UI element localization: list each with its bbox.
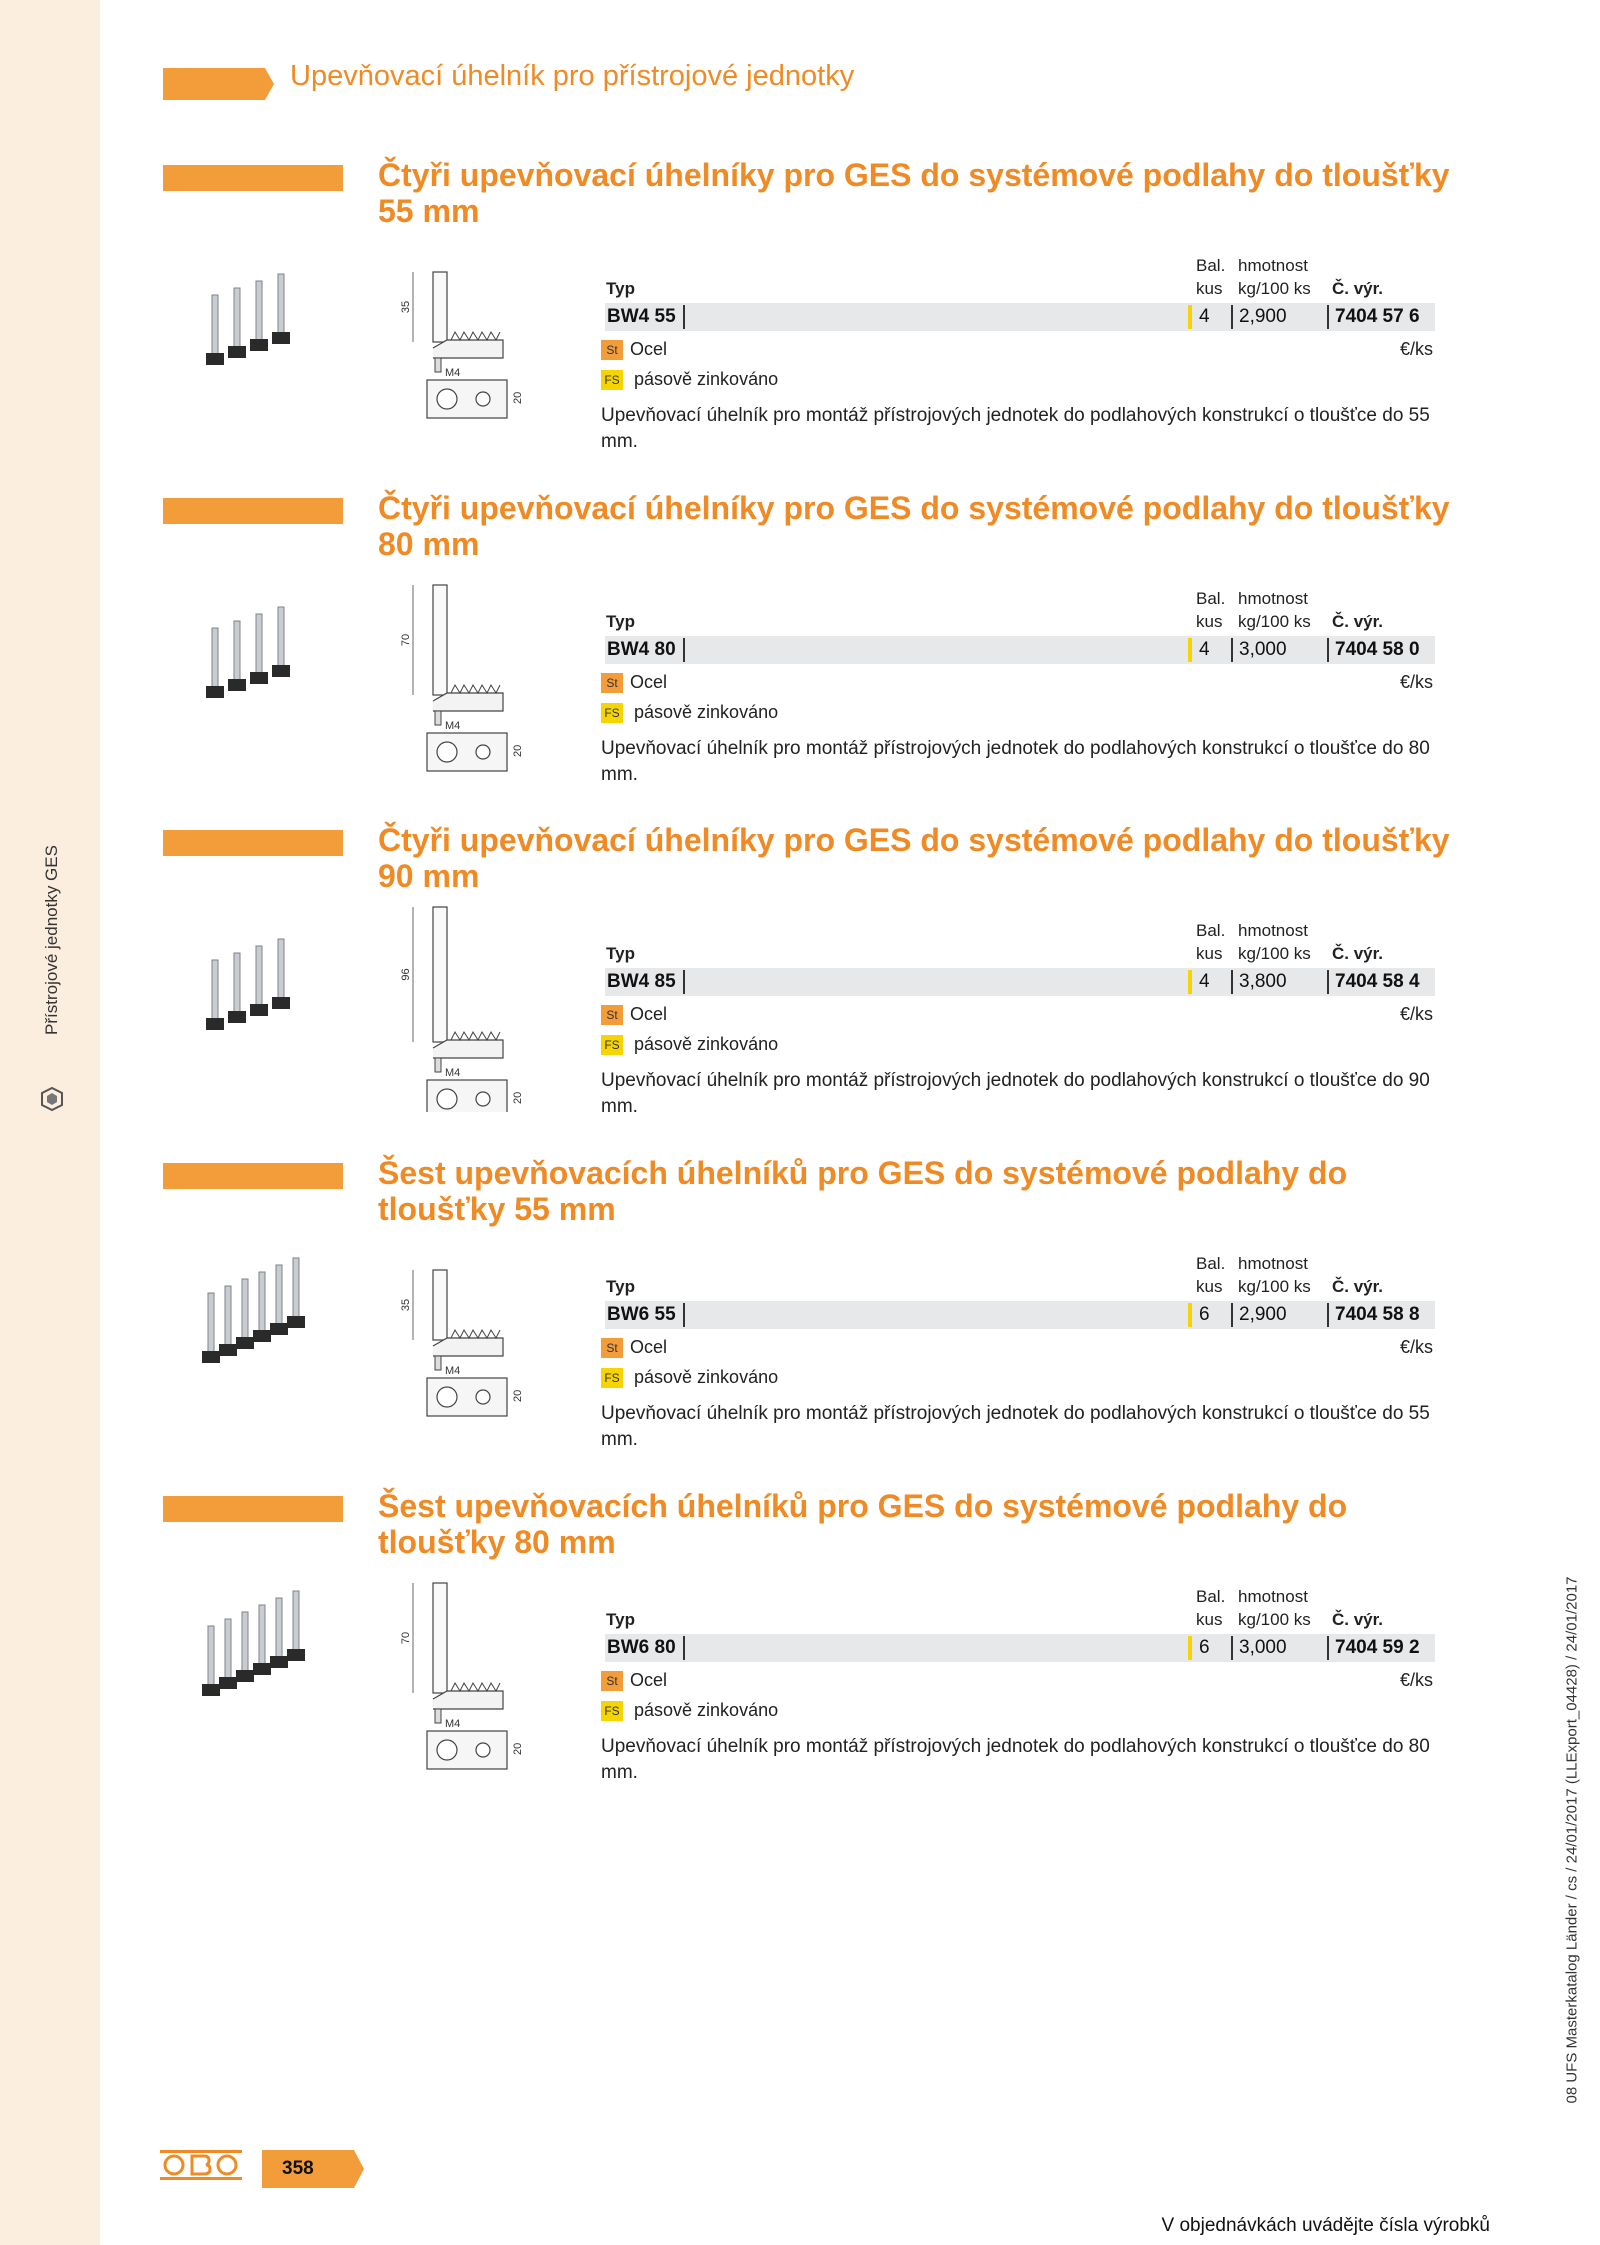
section-marker-bar (163, 165, 343, 191)
clip-prong (225, 1619, 231, 1679)
clip-prong (256, 281, 262, 341)
clip-base (270, 1323, 288, 1335)
finish-badge-fs: FS (601, 1701, 623, 1721)
clip-prong (225, 1286, 231, 1346)
price-unit: €/ks (1399, 1337, 1433, 1357)
col-head-kg100: kg/100 ks (1238, 944, 1311, 963)
material-name: Ocel (630, 1004, 668, 1024)
drawing-teeth (451, 1032, 500, 1040)
product-data-row[interactable] (605, 968, 1435, 996)
col-head-kus: kus (1196, 612, 1223, 631)
row-separator (683, 305, 685, 329)
product-photo (190, 920, 340, 1050)
thread-label: M4 (445, 1365, 461, 1377)
col-head-typ: Typ (606, 279, 635, 298)
finish-name: pásově zinkováno (634, 1367, 779, 1387)
clip-prong (259, 1605, 265, 1665)
col-head-article-no: Č. výr. (1332, 612, 1384, 631)
clip-base (250, 672, 268, 684)
dimension-height-label: 35 (400, 300, 412, 314)
product-type: BW4 55 (607, 306, 676, 327)
row-separator (683, 1636, 685, 1660)
col-head-typ: Typ (606, 612, 635, 631)
page-number: 358 (282, 2158, 314, 2179)
col-head-kus: kus (1196, 1610, 1223, 1629)
clip-base (228, 1011, 246, 1023)
product-section (0, 1488, 1600, 1829)
clip-prong (208, 1626, 214, 1686)
row-separator (683, 970, 685, 994)
drawing-screw (435, 1058, 441, 1072)
clip-prong (256, 614, 262, 674)
col-head-article-no: Č. výr. (1332, 944, 1384, 963)
clip-prong (242, 1279, 248, 1339)
finish-badge-fs: FS (601, 370, 623, 390)
dimension-width-label: 20 (512, 1742, 524, 1755)
product-data-row[interactable] (605, 1301, 1435, 1329)
col-head-kus: kus (1196, 279, 1223, 298)
clip-prong (212, 628, 218, 688)
row-separator (1231, 1303, 1233, 1327)
drawing-teeth (451, 685, 500, 693)
drawing-foot (433, 693, 503, 711)
row-separator (683, 1303, 685, 1327)
technical-drawing (395, 570, 555, 780)
row-separator-highlight (1188, 1636, 1192, 1660)
product-description: Upevňovací úhelník pro montáž přístrojových jednotek do podlahových konstrukcí o tloušťce do 55 mm. (601, 405, 1430, 452)
col-head-kg100: kg/100 ks (1238, 1610, 1311, 1629)
clip-base (250, 339, 268, 351)
drawing-hole (476, 1743, 490, 1757)
clip-prong (293, 1591, 299, 1651)
product-type: BW6 55 (607, 1304, 676, 1325)
clip-prong (278, 274, 284, 334)
weight-value: 3,000 (1239, 639, 1287, 660)
product-data-row[interactable] (605, 1634, 1435, 1662)
price-unit: €/ks (1399, 1004, 1433, 1024)
weight-value: 2,900 (1239, 306, 1287, 327)
clip-base (287, 1649, 305, 1661)
drawing-body (433, 585, 447, 695)
drawing-foot (433, 1040, 503, 1058)
row-separator (1231, 638, 1233, 662)
price-unit: €/ks (1399, 1670, 1433, 1690)
row-separator (1327, 638, 1329, 662)
clip-base (272, 332, 290, 344)
package-qty: 4 (1199, 639, 1210, 660)
footer-order-note: V objednávkách uvádějte čísla výrobků (1161, 2215, 1490, 2236)
material-badge-st: St (601, 340, 623, 360)
row-separator-highlight (1188, 1303, 1192, 1327)
product-photo (190, 1586, 340, 1716)
product-description: Upevňovací úhelník pro montáž přístrojových jednotek do podlahových konstrukcí o tloušťce do 80 mm. (601, 1736, 1430, 1783)
clip-prong (293, 1258, 299, 1318)
col-head-bal: Bal. (1196, 1587, 1226, 1606)
dimension-width-label: 20 (512, 744, 524, 757)
drawing-screw (435, 711, 441, 725)
material-badge-st: St (601, 1671, 623, 1691)
product-title: Šest upevňovacích úhelníků pro GES do systémové podlahy do tloušťky 55 mm (378, 1155, 1348, 1227)
article-number[interactable]: 7404 57 6 (1335, 306, 1420, 327)
col-head-kg100: kg/100 ks (1238, 1277, 1311, 1296)
drawing-body (433, 907, 447, 1042)
dimension-width-label: 20 (512, 391, 524, 404)
technical-drawing (395, 1235, 555, 1445)
product-title: Čtyři upevňovací úhelníky pro GES do systémové podlahy do tloušťky 80 mm (378, 490, 1450, 562)
row-separator-highlight (1188, 638, 1192, 662)
clip-prong (234, 288, 240, 348)
col-head-typ: Typ (606, 1277, 635, 1296)
drawing-screw (435, 1709, 441, 1723)
clip-prong (278, 939, 284, 999)
thread-label: M4 (445, 1067, 461, 1079)
dimension-height-label: 70 (400, 633, 412, 647)
article-number[interactable]: 7404 58 0 (1335, 639, 1420, 660)
weight-value: 2,900 (1239, 1304, 1287, 1325)
col-head-article-no: Č. výr. (1332, 279, 1384, 298)
row-separator (683, 638, 685, 662)
clip-prong (276, 1265, 282, 1325)
package-qty: 4 (1199, 971, 1210, 992)
col-head-typ: Typ (606, 944, 635, 963)
section-marker-bar (163, 498, 343, 524)
drawing-foot (433, 340, 503, 358)
product-description: Upevňovací úhelník pro montáž přístrojových jednotek do podlahových konstrukcí o tloušťce do 80 mm. (601, 738, 1430, 785)
dimension-height-label: 35 (400, 1298, 412, 1312)
drawing-foot (433, 1338, 503, 1356)
thread-label: M4 (445, 1718, 461, 1730)
drawing-hole (437, 742, 457, 762)
finish-name: pásově zinkováno (634, 1700, 779, 1720)
finish-name: pásově zinkováno (634, 369, 779, 389)
clip-base (272, 665, 290, 677)
product-photo (190, 1253, 340, 1383)
col-head-typ: Typ (606, 1610, 635, 1629)
technical-drawing (395, 902, 555, 1112)
dimension-width-label: 20 (512, 1389, 524, 1402)
drawing-teeth (451, 1683, 500, 1691)
page-header-title: Upevňovací úhelník pro přístrojové jednotky (290, 60, 855, 92)
product-photo (190, 255, 340, 385)
dimension-width-label: 20 (512, 1091, 524, 1104)
drawing-hole (437, 1089, 457, 1109)
drawing-hole (476, 1092, 490, 1106)
weight-value: 3,800 (1239, 971, 1287, 992)
technical-drawing (395, 237, 555, 447)
clip-base (272, 997, 290, 1009)
drawing-screw (435, 358, 441, 372)
product-description: Upevňovací úhelník pro montáž přístrojových jednotek do podlahových konstrukcí o tloušťce do 90 mm. (601, 1070, 1430, 1117)
col-head-kg100: kg/100 ks (1238, 279, 1311, 298)
price-unit: €/ks (1399, 672, 1433, 692)
clip-base (228, 346, 246, 358)
side-chapter-label: Přístrojové jednotky GES (42, 845, 61, 1035)
material-name: Ocel (630, 339, 668, 359)
drawing-teeth (451, 1330, 500, 1338)
row-separator (1231, 305, 1233, 329)
technical-drawing (395, 1568, 555, 1778)
finish-badge-fs: FS (601, 1035, 623, 1055)
thread-label: M4 (445, 367, 461, 379)
drawing-body (433, 272, 447, 342)
row-separator (1327, 1636, 1329, 1660)
col-head-bal: Bal. (1196, 1254, 1226, 1273)
product-section (0, 157, 1600, 498)
thread-label: M4 (445, 720, 461, 732)
weight-value: 3,000 (1239, 1637, 1287, 1658)
row-separator (1231, 970, 1233, 994)
row-separator-highlight (1188, 970, 1192, 994)
package-qty: 4 (1199, 306, 1210, 327)
article-number[interactable]: 7404 58 8 (1335, 1304, 1420, 1325)
product-description: Upevňovací úhelník pro montáž přístrojových jednotek do podlahových konstrukcí o tloušťce do 55 mm. (601, 1403, 1430, 1450)
material-name: Ocel (630, 1337, 668, 1357)
product-title: Čtyři upevňovací úhelníky pro GES do systémové podlahy do tloušťky 55 mm (378, 157, 1450, 229)
product-section (0, 1155, 1600, 1496)
clip-base (228, 679, 246, 691)
drawing-hole (476, 1390, 490, 1404)
col-head-kus: kus (1196, 1277, 1223, 1296)
section-marker-bar (163, 830, 343, 856)
row-separator (1327, 970, 1329, 994)
col-head-hmotnost: hmotnost (1238, 589, 1308, 608)
col-head-hmotnost: hmotnost (1238, 256, 1308, 275)
product-data-row[interactable] (605, 636, 1435, 664)
drawing-hole (437, 1387, 457, 1407)
clip-prong (256, 946, 262, 1006)
col-head-hmotnost: hmotnost (1238, 1587, 1308, 1606)
product-data-row[interactable] (605, 303, 1435, 331)
clip-prong (212, 295, 218, 355)
price-unit: €/ks (1399, 339, 1433, 359)
product-section (0, 822, 1600, 1163)
material-badge-st: St (601, 1005, 623, 1025)
clip-base (253, 1663, 271, 1675)
clip-prong (242, 1612, 248, 1672)
clip-base (219, 1344, 237, 1356)
row-separator (1231, 1636, 1233, 1660)
col-head-article-no: Č. výr. (1332, 1610, 1384, 1629)
material-name: Ocel (630, 1670, 668, 1690)
package-qty: 6 (1199, 1304, 1210, 1325)
clip-base (202, 1351, 220, 1363)
product-type: BW6 80 (607, 1637, 676, 1658)
finish-name: pásově zinkováno (634, 1034, 779, 1054)
col-head-bal: Bal. (1196, 921, 1226, 940)
drawing-hole (437, 1740, 457, 1760)
row-separator (1327, 1303, 1329, 1327)
section-marker-bar (163, 1496, 343, 1522)
material-badge-st: St (601, 673, 623, 693)
drawing-hole (476, 392, 490, 406)
obo-logo (160, 2150, 242, 2180)
drawing-hole (437, 389, 457, 409)
col-head-bal: Bal. (1196, 589, 1226, 608)
drawing-body (433, 1583, 447, 1693)
clip-base (206, 1018, 224, 1030)
drawing-screw (435, 1356, 441, 1370)
product-section (0, 490, 1600, 831)
col-head-article-no: Č. výr. (1332, 1277, 1384, 1296)
package-qty: 6 (1199, 1637, 1210, 1658)
col-head-kus: kus (1196, 944, 1223, 963)
clip-prong (208, 1293, 214, 1353)
drawing-body (433, 1270, 447, 1340)
material-badge-st: St (601, 1338, 623, 1358)
material-name: Ocel (630, 672, 668, 692)
product-type: BW4 85 (607, 971, 676, 992)
product-type: BW4 80 (607, 639, 676, 660)
clip-base (219, 1677, 237, 1689)
catalog-export-note: 08 UFS Masterkatalog Länder / cs / 24/01/2017 (LLExport_04428) / 24/01/2017 (1563, 1576, 1581, 2104)
clip-prong (234, 621, 240, 681)
article-number[interactable]: 7404 59 2 (1335, 1637, 1420, 1658)
clip-base (206, 686, 224, 698)
clip-base (236, 1670, 254, 1682)
dimension-height-label: 70 (400, 1631, 412, 1645)
clip-prong (212, 960, 218, 1020)
product-title: Čtyři upevňovací úhelníky pro GES do systémové podlahy do tloušťky 90 mm (378, 822, 1450, 894)
finish-name: pásově zinkováno (634, 702, 779, 722)
section-marker-bar (163, 1163, 343, 1189)
drawing-teeth (451, 332, 500, 340)
article-number[interactable]: 7404 58 4 (1335, 971, 1420, 992)
finish-badge-fs: FS (601, 1368, 623, 1388)
finish-badge-fs: FS (601, 703, 623, 723)
clip-prong (259, 1272, 265, 1332)
col-head-bal: Bal. (1196, 256, 1226, 275)
clip-prong (276, 1598, 282, 1658)
clip-base (287, 1316, 305, 1328)
drawing-hole (476, 745, 490, 759)
product-photo (190, 588, 340, 718)
clip-prong (234, 953, 240, 1013)
row-separator-highlight (1188, 305, 1192, 329)
clip-base (250, 1004, 268, 1016)
clip-base (206, 353, 224, 365)
col-head-hmotnost: hmotnost (1238, 1254, 1308, 1273)
clip-base (236, 1337, 254, 1349)
clip-prong (278, 607, 284, 667)
col-head-hmotnost: hmotnost (1238, 921, 1308, 940)
col-head-kg100: kg/100 ks (1238, 612, 1311, 631)
clip-base (202, 1684, 220, 1696)
dimension-height-label: 96 (400, 968, 412, 981)
clip-base (270, 1656, 288, 1668)
product-title: Šest upevňovacích úhelníků pro GES do systémové podlahy do tloušťky 80 mm (378, 1488, 1348, 1560)
clip-base (253, 1330, 271, 1342)
header-arrow-icon (163, 68, 274, 100)
row-separator (1327, 305, 1329, 329)
drawing-foot (433, 1691, 503, 1709)
